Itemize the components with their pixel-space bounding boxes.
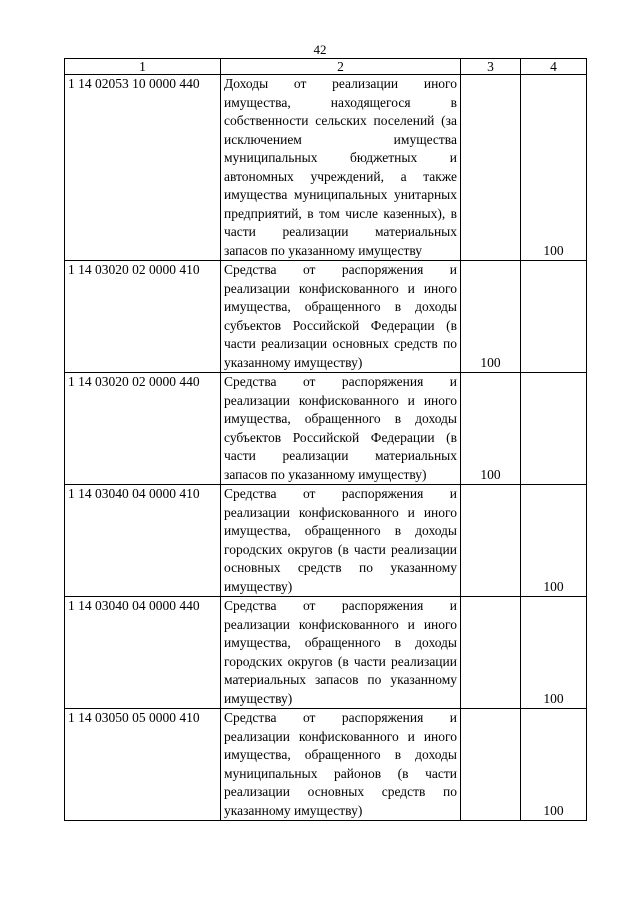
column-4-value bbox=[521, 373, 587, 485]
column-4-value: 100 bbox=[521, 709, 587, 821]
column-3-value bbox=[461, 709, 521, 821]
table-row bbox=[65, 709, 587, 821]
table-header-row bbox=[65, 59, 587, 75]
column-3-value bbox=[461, 485, 521, 597]
table-row bbox=[65, 597, 587, 709]
column-4-value: 100 bbox=[521, 75, 587, 261]
revenue-code: 1 14 02053 10 0000 440 bbox=[65, 75, 221, 261]
column-header-3: 3 bbox=[461, 59, 521, 75]
column-3-value: 100 bbox=[461, 373, 521, 485]
revenue-code: 1 14 03050 05 0000 410 bbox=[65, 709, 221, 821]
column-3-value bbox=[461, 75, 521, 261]
column-3-value: 100 bbox=[461, 261, 521, 373]
page-number: 42 bbox=[313, 42, 327, 57]
revenue-description: Средства от распоряжения и реализации конфискованного и иного имущества, обращенного в доходы городских округов (в части реализации материальных запасов по указанному имуществу) bbox=[221, 597, 461, 709]
revenue-code: 1 14 03020 02 0000 410 bbox=[65, 261, 221, 373]
revenue-description: Средства от распоряжения и реализации конфискованного и иного имущества, обращенного в доходы субъектов Российской Федерации (в части реализации основных средств по указанному имуществу) bbox=[221, 261, 461, 373]
revenue-description: Средства от распоряжения и реализации конфискованного и иного имущества, обращенного в доходы субъектов Российской Федерации (в части реализации материальных запасов по указанному имуществу) bbox=[221, 373, 461, 485]
column-header-1: 1 bbox=[65, 59, 221, 75]
table-row bbox=[65, 75, 587, 261]
column-4-value bbox=[521, 261, 587, 373]
revenue-code: 1 14 03040 04 0000 410 bbox=[65, 485, 221, 597]
column-header-2: 2 bbox=[221, 59, 461, 75]
table-row bbox=[65, 261, 587, 373]
revenue-code: 1 14 03040 04 0000 440 bbox=[65, 597, 221, 709]
revenue-description: Средства от распоряжения и реализации конфискованного и иного имущества, обращенного в доходы городских округов (в части реализации основных средств по указанному имуществу) bbox=[221, 485, 461, 597]
table-row bbox=[65, 485, 587, 597]
column-header-4: 4 bbox=[521, 59, 587, 75]
column-4-value: 100 bbox=[521, 485, 587, 597]
column-4-value: 100 bbox=[521, 597, 587, 709]
revenue-description: Доходы от реализации иного имущества, находящегося в собственности сельских поселений (за исключением имущества муниципальных бюджетных и автономных учреждений, а также имущества муниципальных унитарных предприятий, в том числе казенных), в части реализации материальных запасов по указанному имуществу bbox=[221, 75, 461, 261]
table-row bbox=[65, 373, 587, 485]
revenue-distribution-table bbox=[64, 58, 587, 821]
revenue-code: 1 14 03020 02 0000 440 bbox=[65, 373, 221, 485]
revenue-description: Средства от распоряжения и реализации конфискованного и иного имущества, обращенного в доходы муниципальных районов (в части реализации основных средств по указанному имуществу) bbox=[221, 709, 461, 821]
column-3-value bbox=[461, 597, 521, 709]
